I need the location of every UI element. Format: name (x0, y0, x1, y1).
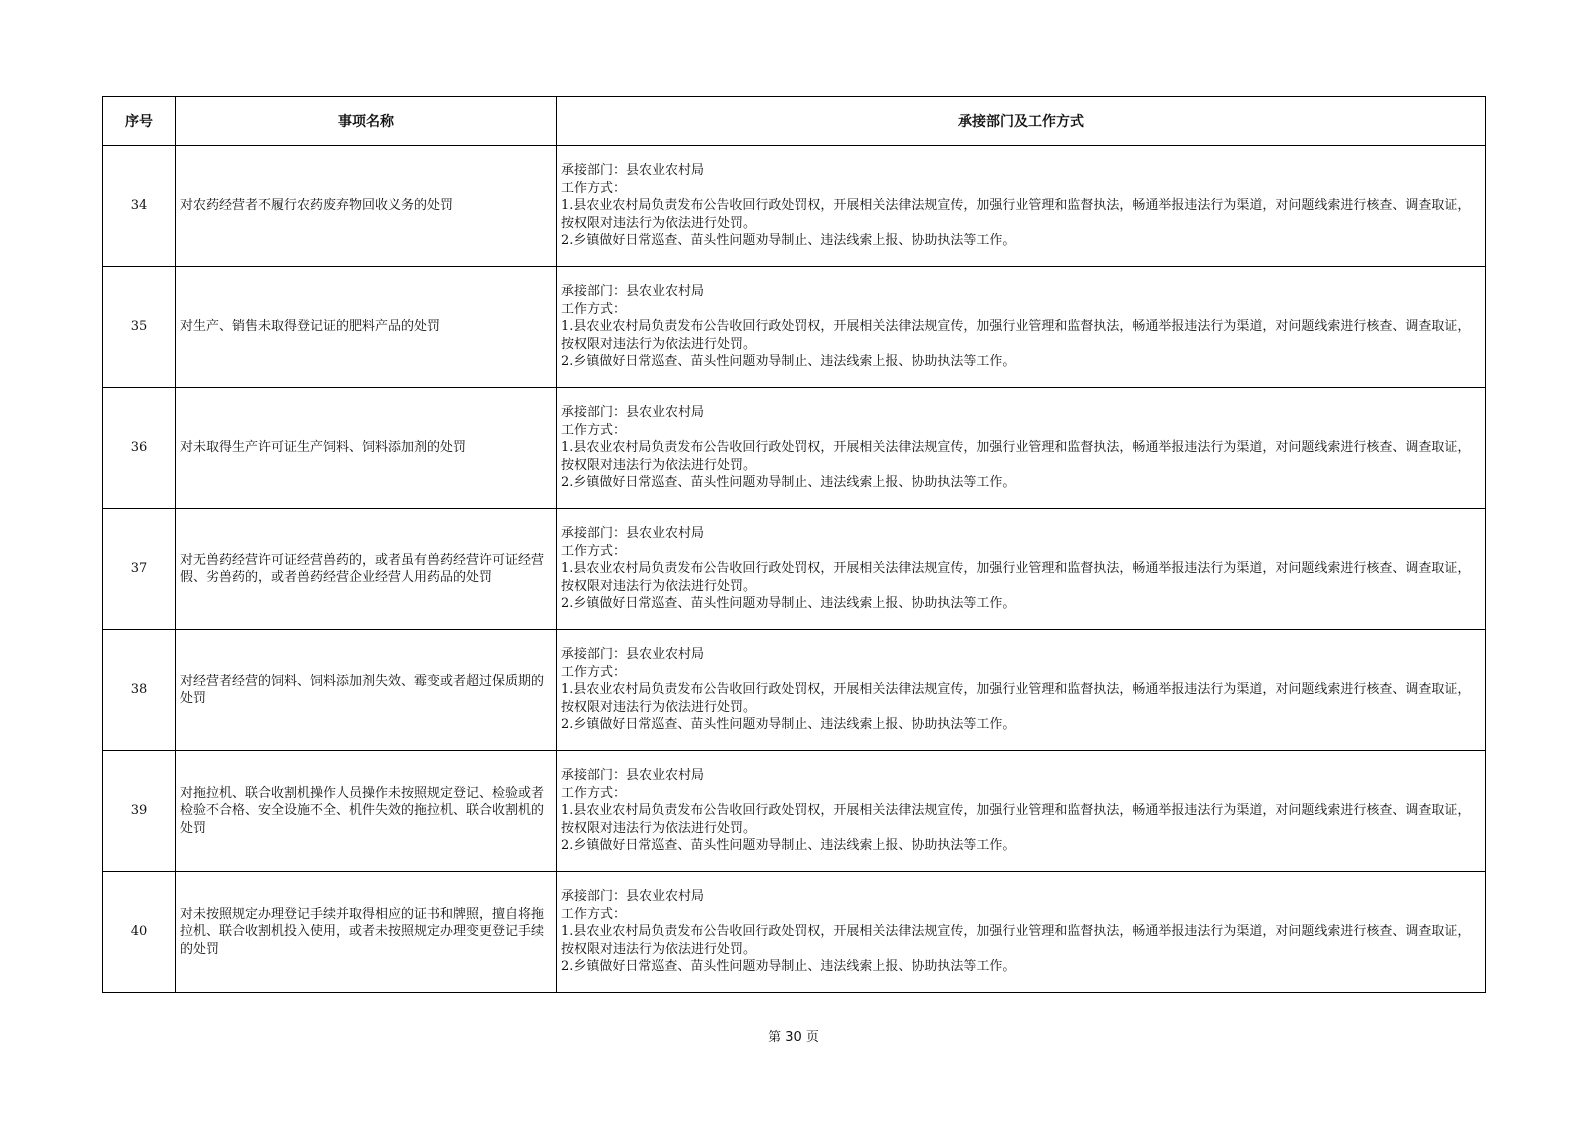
method-label: 工作方式： (561, 543, 627, 559)
row-seq: 35 (103, 267, 176, 388)
header-dept: 承接部门及工作方式 (557, 97, 1486, 146)
method-item-2: 2.乡镇做好日常巡查、苗头性问题劝导制止、违法线索上报、协助执法等工作。 (561, 596, 1016, 612)
table-row (103, 751, 1486, 872)
dept-line: 承接部门：县农业农村局 (561, 647, 705, 663)
method-label: 工作方式： (561, 785, 627, 801)
method-label: 工作方式： (561, 906, 627, 922)
row-dept-method (557, 388, 1486, 509)
row-seq: 39 (103, 751, 176, 872)
dept-line: 承接部门：县农业农村局 (561, 163, 705, 179)
page-number: 第 30 页 (768, 1030, 819, 1045)
table-row (103, 872, 1486, 993)
row-seq: 36 (103, 388, 176, 509)
method-item-2: 2.乡镇做好日常巡查、苗头性问题劝导制止、违法线索上报、协助执法等工作。 (561, 354, 1016, 370)
method-item-2: 2.乡镇做好日常巡查、苗头性问题劝导制止、违法线索上报、协助执法等工作。 (561, 717, 1016, 733)
method-item-1: 1.县农业农村局负责发布公告收回行政处罚权，开展相关法律法规宣传，加强行业管理和监督执法，畅通举报违法行为渠道，对问题线索进行核查、调查取证，按权限对违法行为依法进行处罚。 (561, 198, 1471, 231)
header-seq: 序号 (103, 97, 176, 146)
row-name: 对无兽药经营许可证经营兽药的，或者虽有兽药经营许可证经营假、劣兽药的，或者兽药经营企业经营人用药品的处罚 (176, 509, 557, 630)
table-row (103, 388, 1486, 509)
method-label: 工作方式： (561, 422, 627, 438)
dept-line: 承接部门：县农业农村局 (561, 889, 705, 905)
matters-table (102, 96, 1486, 993)
dept-line: 承接部门：县农业农村局 (561, 526, 705, 542)
row-dept-method (557, 267, 1486, 388)
row-name: 对生产、销售未取得登记证的肥料产品的处罚 (176, 267, 557, 388)
dept-line: 承接部门：县农业农村局 (561, 405, 705, 421)
row-seq: 34 (103, 146, 176, 267)
method-label: 工作方式： (561, 664, 627, 680)
table-row (103, 509, 1486, 630)
method-label: 工作方式： (561, 180, 627, 196)
method-item-1: 1.县农业农村局负责发布公告收回行政处罚权，开展相关法律法规宣传，加强行业管理和监督执法，畅通举报违法行为渠道，对问题线索进行核查、调查取证，按权限对违法行为依法进行处罚。 (561, 440, 1471, 473)
method-item-2: 2.乡镇做好日常巡查、苗头性问题劝导制止、违法线索上报、协助执法等工作。 (561, 475, 1016, 491)
row-seq: 40 (103, 872, 176, 993)
table-header-row (103, 97, 1486, 146)
method-label: 工作方式： (561, 301, 627, 317)
method-item-1: 1.县农业农村局负责发布公告收回行政处罚权，开展相关法律法规宣传，加强行业管理和监督执法，畅通举报违法行为渠道，对问题线索进行核查、调查取证，按权限对违法行为依法进行处罚。 (561, 924, 1471, 957)
row-dept-method (557, 751, 1486, 872)
method-item-1: 1.县农业农村局负责发布公告收回行政处罚权，开展相关法律法规宣传，加强行业管理和监督执法，畅通举报违法行为渠道，对问题线索进行核查、调查取证，按权限对违法行为依法进行处罚。 (561, 561, 1471, 594)
table-row (103, 630, 1486, 751)
method-item-2: 2.乡镇做好日常巡查、苗头性问题劝导制止、违法线索上报、协助执法等工作。 (561, 959, 1016, 975)
table-row (103, 146, 1486, 267)
row-seq: 38 (103, 630, 176, 751)
row-name: 对农药经营者不履行农药废弃物回收义务的处罚 (176, 146, 557, 267)
row-name: 对拖拉机、联合收割机操作人员操作未按照规定登记、检验或者检验不合格、安全设施不全、机件失效的拖拉机、联合收割机的处罚 (176, 751, 557, 872)
row-dept-method (557, 509, 1486, 630)
dept-line: 承接部门：县农业农村局 (561, 284, 705, 300)
method-item-2: 2.乡镇做好日常巡查、苗头性问题劝导制止、违法线索上报、协助执法等工作。 (561, 838, 1016, 854)
row-name: 对未取得生产许可证生产饲料、饲料添加剂的处罚 (176, 388, 557, 509)
method-item-1: 1.县农业农村局负责发布公告收回行政处罚权，开展相关法律法规宣传，加强行业管理和监督执法，畅通举报违法行为渠道，对问题线索进行核查、调查取证，按权限对违法行为依法进行处罚。 (561, 803, 1471, 836)
header-name: 事项名称 (176, 97, 557, 146)
row-name: 对未按照规定办理登记手续并取得相应的证书和牌照，擅自将拖拉机、联合收割机投入使用，或者未按照规定办理变更登记手续的处罚 (176, 872, 557, 993)
method-item-2: 2.乡镇做好日常巡查、苗头性问题劝导制止、违法线索上报、协助执法等工作。 (561, 233, 1016, 249)
method-item-1: 1.县农业农村局负责发布公告收回行政处罚权，开展相关法律法规宣传，加强行业管理和监督执法，畅通举报违法行为渠道，对问题线索进行核查、调查取证，按权限对违法行为依法进行处罚。 (561, 682, 1471, 715)
row-dept-method (557, 146, 1486, 267)
dept-line: 承接部门：县农业农村局 (561, 768, 705, 784)
table-row (103, 267, 1486, 388)
row-name: 对经营者经营的饲料、饲料添加剂失效、霉变或者超过保质期的处罚 (176, 630, 557, 751)
row-dept-method (557, 630, 1486, 751)
method-item-1: 1.县农业农村局负责发布公告收回行政处罚权，开展相关法律法规宣传，加强行业管理和监督执法，畅通举报违法行为渠道，对问题线索进行核查、调查取证，按权限对违法行为依法进行处罚。 (561, 319, 1471, 352)
row-seq: 37 (103, 509, 176, 630)
row-dept-method (557, 872, 1486, 993)
